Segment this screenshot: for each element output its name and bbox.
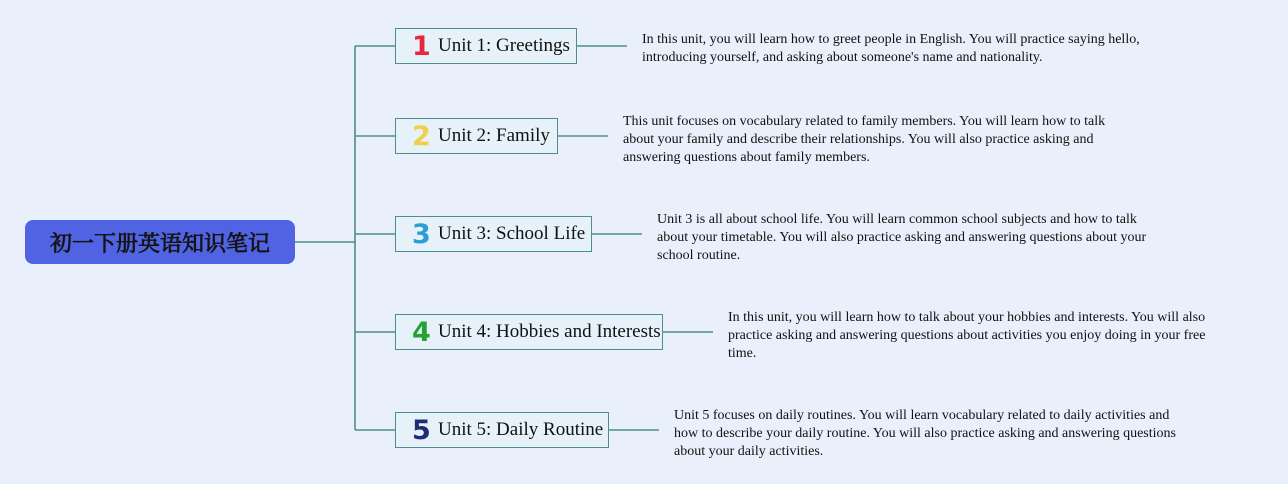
number-2-icon: 2 <box>412 120 431 152</box>
unit-description-4: In this unit, you will learn how to talk about your hobbies and interests. You will also practice asking and answering questions about activities you enjoy doing in your free time. <box>728 310 1206 361</box>
unit-node-1[interactable] <box>395 28 577 64</box>
number-5-icon: 5 <box>412 414 431 446</box>
number-4-icon: 4 <box>412 316 431 348</box>
unit-title: Unit 3: School Life <box>438 223 586 244</box>
unit-description-1: In this unit, you will learn how to greet people in English. You will practice saying hello, introducing yourself, and asking about someone's name and nationality. <box>642 32 1140 65</box>
unit-title: Unit 1: Greetings <box>438 35 570 56</box>
unit-node-4[interactable] <box>395 314 663 350</box>
unit-node-2[interactable] <box>395 118 558 154</box>
unit-node-5[interactable] <box>395 412 609 448</box>
number-1-icon: 1 <box>412 30 431 62</box>
unit-title: Unit 2: Family <box>438 125 550 146</box>
unit-description-3: Unit 3 is all about school life. You will learn common school subjects and how to talk about your timetable. You will also practice asking and answering questions about your school routine. <box>657 212 1147 263</box>
unit-description-5: Unit 5 focuses on daily routines. You will learn vocabulary related to daily activities and how to describe your daily routine. You will also practice asking and answering questions about your daily activities. <box>674 408 1176 459</box>
unit-description-2: This unit focuses on vocabulary related to family members. You will learn how to talk about your family and describe their relationships. You will also practice asking and answering questions about family members. <box>623 114 1106 165</box>
root-title: 初一下册英语知识笔记 <box>49 231 270 257</box>
unit-title: Unit 4: Hobbies and Interests <box>438 321 661 342</box>
root-node[interactable] <box>25 220 295 264</box>
unit-title: Unit 5: Daily Routine <box>438 419 604 440</box>
number-3-icon: 3 <box>412 218 431 250</box>
unit-node-3[interactable] <box>395 216 592 252</box>
